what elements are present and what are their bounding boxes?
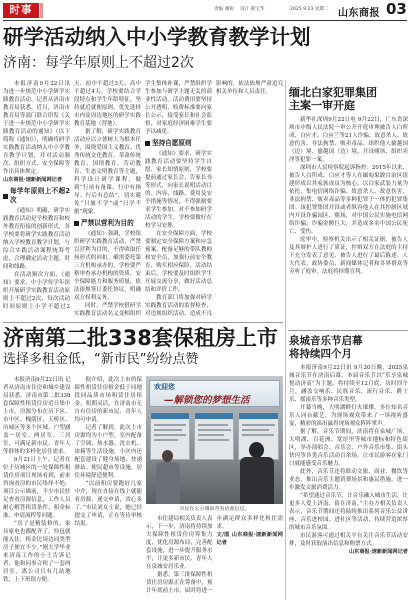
housing-subheadline: 选择多租金低，“新市民”纷纷点赞 [3, 352, 199, 367]
designer-credit: 设计 郝宝华 [240, 7, 265, 12]
byline: 山东商报·速新新闻网记者 [348, 549, 408, 555]
panel-text-line [154, 424, 186, 426]
section-heading [145, 139, 212, 148]
panel-text-line [198, 439, 229, 441]
music-title-line2: 将持续四个月 [289, 348, 352, 360]
panel-text-line [154, 434, 186, 436]
section-heading [3, 187, 70, 205]
article-paragraph: 此外，音乐节还将联动文旅、商业、餐饮等业态，推出音乐主题消费场景和惠民措施，进一步激发文旅消费活力。 [289, 469, 408, 491]
panel-text-line [198, 429, 231, 431]
article-paragraph: 市住建局相关负责人表示，下一步，济南将持续加大保障性租赁住房筹集力度，优化房源布局，完善配套设施，进一步提升服务水平，让更多新市民、青年人在泉城安居乐业。 [146, 516, 213, 570]
square-bullet-icon [3, 194, 8, 199]
study-subheadline: 济南：每学年原则上不超过2次 [3, 55, 194, 71]
music-title-line1: 泉城音乐节启幕 [289, 335, 363, 347]
masthead-rule [3, 20, 407, 21]
housing-headline: 济南第二批338套保租房上市 [3, 326, 278, 350]
article-paragraph: 据悉，第三批保障性租赁住房房源正在筹备中，预计年底前上市，届时将进一步满足群众多样化租住需求。 [146, 516, 283, 594]
panel-header-bar [195, 413, 233, 419]
person-body [240, 457, 274, 504]
article-paragraph: 据了解，研学实践教育活动应以立德树人为根本任务，围绕爱国主义教育、优秀传统文化教育、革命传统教育、国情教育、劳动教育、生态文明教育等主题，科学设计研学课程，做到“行前有备课、行中有指导、行后有总结”，切实避免“只旅不学”或“只学不旅”现象。 [74, 129, 141, 215]
page-number: 03 [386, 0, 407, 18]
article-paragraph: 深圳市人民检察院起诉指控：2015年以来，被告人白所成、白应才等人在缅甸果敢自治区组建形成以其家族成员为核心，以白家武装力量为依托，集电信网络诈骗、故意杀人、故意伤害、非法拘禁、贩卖毒品等多种犯罪于一体的犯罪集团。该犯罪集团开设或者纵容他人在其控制区域内开设诈骗园区、赌场，对中国公民实施电信网络诈骗，诈骗金额巨大，并造成多名中国公民死亡、受伤。 [289, 165, 408, 235]
square-bullet-icon [74, 221, 79, 226]
article-paragraph: 《通知》强调，学校组织研学实践教育活动，严禁以营利为目的，不得收取任何形式的回扣。确需委托第三方机构承办的，学校要严格审查承办机构的资质、安全保障能力和服务质量，依法依规签订委托协议，明确双方权利义务。 [74, 231, 141, 301]
article-paragraph: 本报济南9月22日讯 为进一步规范中小学研学实践教育活动，记者从济南市教育局获悉，近日，济南市教育局等部门联合印发《关于进一步规范中小学研学实践教育活动的通知》（以下简称《通知》），明确将研学实践教育活动纳入中小学教育教学计划，并对活动频次、组织方式、安全保障等作出具体规定。 [3, 81, 70, 175]
section-heading-text: 严禁以营利为目的 [81, 219, 134, 227]
panel-text-line [198, 434, 224, 436]
square-bullet-icon [145, 141, 150, 146]
article-paragraph: 据介绍，此次上市的保障性租赁住房租金低于同地段同品质市场租赁住房租金，租期灵活，在济南市无自有住房的新市民、青年人均可申请。 [74, 377, 142, 423]
panel-text-line [242, 429, 269, 431]
housing-article-body-continued [146, 515, 283, 598]
article-paragraph: 开幕当晚，大明湖畔灯火璀璨，多位知名音乐人同台献艺，为现场观众带来了一场视听盛宴，精彩的演出赢得现场观众阵阵掌声。 [289, 405, 408, 427]
article-paragraph: 《通知》明确，研学实践教育活动是学校教育和校外教育衔接的创新形式，各学校要将研学实践教育活动纳入学校教育教学计划，与综合实践活动课程统筹考虑，合理确定活动主题、时间和线路。 [3, 208, 70, 270]
section-heading-text: 每学年原则上不超2次 [10, 187, 70, 204]
photo-caption: 市民在公示墙前查看房源信息。 [179, 506, 250, 512]
section-heading-text: 坚持自愿原则 [152, 139, 192, 147]
article-paragraph: “房子是精装修的，家具家电也都配齐了，拎包就能入住，租金比周边同类型房子便宜不少。”刚大学毕业来济南工作的小王告诉记者，他和同事合租了一套两居室，离公司只有几站地铁，上下班很方便。 [3, 521, 71, 583]
panel-text-line [242, 434, 274, 436]
article-paragraph: 在安全保障方面，学校要制定安全保障方案和应急预案，配备足够的带队教师和安全员，加强行前安全教育，购买相应保险。活动结束后，学校要及时组织学生开展交流分享，做好活动总结和评价工作。 [145, 231, 212, 293]
panel-text-line [242, 424, 275, 426]
panel-text-line [154, 439, 178, 441]
article-paragraph: “以前租房要跑好几家中介，现在直接在线上就能看房源、递交申请，省心多了。”市民刘女士说，她已经提交了申请，正在等待审核结果。 [74, 481, 142, 527]
trial-article-body [289, 116, 408, 324]
study-article-body [3, 80, 283, 318]
article-paragraph: 本报济南9月22日讯 记者从济南市住房和城乡建设局获悉，济南市第二批338套保障性租赁住房近日集中上市，房源分布在历下区、市中区、槐荫区、天桥区、历城区等多个区域，户型涵盖一居室、两居室、三居室，可满足新市民、青年人等群体的多样化居住需求。 [3, 377, 71, 455]
photo-banner [149, 380, 280, 407]
notice-panel [194, 412, 234, 460]
person-head [249, 442, 264, 458]
study-headline: 研学活动纳入中小学教育教学计划 [3, 25, 311, 49]
article-paragraph: 市民游客可通过相关平台关注音乐节活动安排，及时获取演出信息和购票方式。 [289, 533, 408, 547]
person-body [156, 462, 180, 504]
housing-article-body [3, 376, 142, 598]
article-paragraph: 庭审中，检察机关出示了相关证据，被告人及其辩护人进行了质证，控辩双方在法庭的主持下充分发表了意见，被告人进行了最后陈述。人大代表、政协委员、新闻媒体记者和各界群众等旁听了庭审。法庭将择期宣判。 [289, 237, 408, 275]
trial-title-line2: 主案一审开庭 [289, 99, 355, 112]
section-tag: 时事 [3, 3, 39, 18]
trial-title-line1: 缅北白家犯罪集团 [289, 86, 377, 99]
banner-slogan-text: —解锁您的梦想生活 [164, 395, 250, 406]
article-paragraph: 《通知》要求，研学实践教育活动要坚持学生自愿、家长知情原则，学校要提前通过家长会、告家长书等形式，向家长说明活动目的、内容、线路、费用及安全措施等情况，不得强制要求学生参加。对不参加研学活动的学生，学校要做好在校学习安排。 [145, 151, 212, 229]
column-divider [285, 80, 286, 600]
article-paragraph: 教育部门将加强对研学实践教育活动的监督检查，对违规组织活动、造成不良影响的，依法依规严肃追究相关单位和人员责任。 [145, 81, 283, 317]
article-rule [288, 330, 408, 331]
byline: 山东商报·速新新闻网记者 [3, 177, 63, 183]
article-paragraph: 据了解，音乐节期间，济南将在泉城广场、大明湖、百花洲、宽厚里等城市地标和特色街区，举办演唱会、音乐会、户外音乐市集、街头快闪等各类音乐活动百余场，让市民游客在家门口就能感受音乐魅力。 [289, 429, 408, 467]
article-paragraph: 记者了解到，此次上市房源均为小户型，室内配备了空调、热水器、洗衣机、冰箱等生活设施，小区内还配套建设了健身场地、快递驿站、便民超市等设施，居住环境舒适便利。 [74, 425, 142, 479]
music-article-body [289, 364, 408, 598]
byline: 文/图 山东商报·速新新闻网记者 [216, 532, 283, 546]
article-paragraph: 新华社深圳9月22日电 9月22日，广东省深圳市中级人民法院一审公开开庭审理被告人白所成、白应才、白应兰等21人诈骗、故意杀人、故意伤害、非法拘禁、贩卖毒品、组织他人偷越国（边）境、偷越国（边）境、开设赌场、组织卖淫等犯罪一案。 [289, 117, 408, 163]
article-rule [3, 322, 283, 323]
article-paragraph: 同时，严禁学校借研学实践教育活动名义变相组织学生集体补课，严禁组织学生参加与研学主题无关的商业性活动。活动费用要坚持公开透明，收费标准要向家长公示，接受家长和社会监督，对家庭经济困难学生要予以减免。 [74, 81, 212, 317]
section-tag-stripe [40, 3, 43, 18]
panel-header-bar [151, 413, 189, 419]
section-heading [74, 219, 141, 228]
article-paragraph: “希望通过音乐节，让音乐融入城市生活，让更多人爱上济南、留在济南。”主办方相关负责人表示，音乐节期间还将陆续推出系列音乐公益讲座、音乐进校园、进社区等活动，持续营造浓厚的城市音乐氛围。 [289, 493, 408, 531]
editor-credit: 责编 潘锐 [214, 7, 234, 12]
paper-name: 山东商报 [338, 8, 380, 19]
panel-text-line [198, 424, 228, 426]
person-head [162, 450, 173, 462]
banner-welcome-text: 欢迎您 [154, 383, 175, 391]
panel-header-bar [239, 413, 278, 419]
issue-date: 2025.9.23 星期二 [290, 7, 329, 12]
panel-text-line [154, 429, 182, 431]
news-photo [146, 376, 283, 504]
article-paragraph: 9月21日上午，记者在位于历城区的一处保障性租赁住房项目现场看到，前来咨询看房的市民络绎不绝。项目公示墙前，不少市民驻足查看房源信息，工作人员耐心解答租赁条件、租金标准、申请流程等问题。 [3, 457, 71, 519]
article-paragraph: 本报济南9月22日讯 9月20日晚，2025泉城音乐节在济南启幕。本届音乐节以“乐享泉城 悦动济南”为主题，将持续至12月底，历时四个月，涵盖交响乐、民族音乐、流行音乐、爵士乐、摇滚乐等多种音乐类型。 [289, 365, 408, 403]
article-paragraph: 在活动频次方面，《通知》要求，中小学每学年组织开展研学实践教育活动原则上不超过2次，每次活动时间原则上小学不超过2天、初中不超过3天、高中不超过4天。学校要结合学段特点和学生年龄特征，坚持就近就便原则，优先选择市内及周边地区的研学实践教育基地（营地）。 [3, 81, 141, 310]
